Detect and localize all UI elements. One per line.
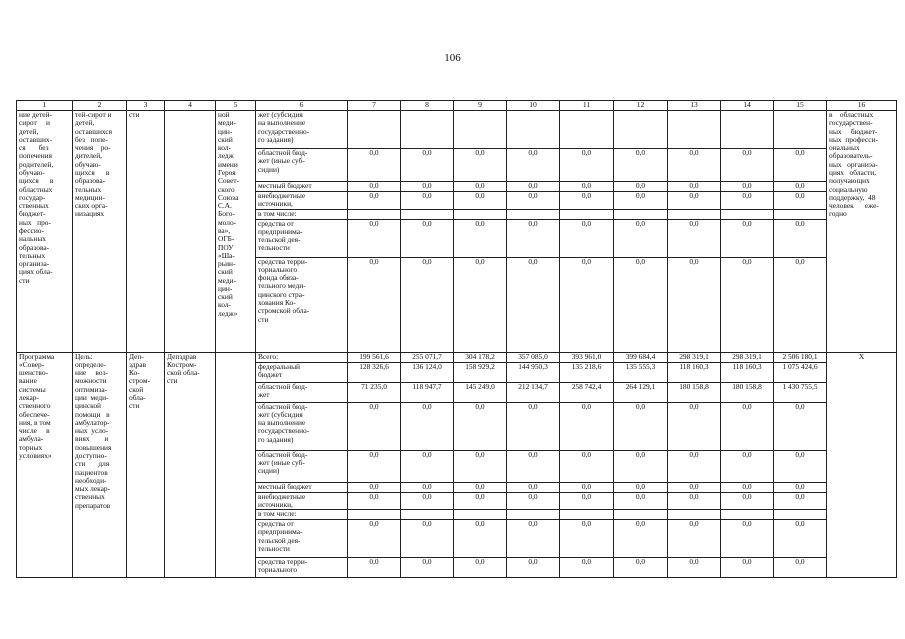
value-cell: 0,0 (614, 558, 668, 578)
value-cell: 0,0 (721, 520, 774, 558)
header-cell: 12 (614, 101, 668, 111)
header-cell: 8 (401, 101, 454, 111)
header-cell: 6 (256, 101, 348, 111)
value-cell: 158 929,2 (454, 362, 507, 382)
value-cell: 0,0 (560, 450, 614, 482)
value-cell: 0,0 (401, 520, 454, 558)
value-cell: 144 950,3 (507, 362, 560, 382)
value-cell: 118 160,3 (668, 362, 721, 382)
value-cell (668, 111, 721, 149)
value-cell: 0,0 (560, 257, 614, 352)
header-cell: 2 (73, 101, 127, 111)
value-cell: 0,0 (560, 182, 614, 192)
value-cell: 0,0 (348, 492, 401, 510)
value-cell: 258 742,4 (560, 382, 614, 402)
value-cell: 0,0 (721, 492, 774, 510)
value-cell (668, 510, 721, 520)
value-cell: 298 319,1 (721, 352, 774, 362)
value-cell (401, 510, 454, 520)
value-cell: 0,0 (560, 192, 614, 210)
value-cell: 71 235,0 (348, 382, 401, 402)
value-cell (348, 111, 401, 149)
value-cell: 0,0 (668, 520, 721, 558)
row-label: местный бюджет (256, 182, 348, 192)
value-cell: 0,0 (507, 182, 560, 192)
value-cell: 0,0 (454, 520, 507, 558)
block1-col5-cell: ной меди- цин- ский кол- ледж имени Героя Совет- ского Союза С.А. Бого- моло- ва», ОГБ- ПОУ «Ша- рьин- ский меди- цин- ский кол- ледж» (216, 111, 256, 353)
value-cell: 0,0 (507, 192, 560, 210)
value-cell: 0,0 (348, 219, 401, 257)
value-cell: 0,0 (668, 192, 721, 210)
value-cell (348, 209, 401, 219)
value-cell: 0,0 (348, 402, 401, 450)
value-cell: 0,0 (401, 257, 454, 352)
block1-col16-cell: в областных государствен- ных бюджет- ных професси- ональных образователь- ных органиэа- циях области, получающих социальную поддержку, 48 человек еже- годно (827, 111, 897, 353)
value-cell: 0,0 (614, 450, 668, 482)
value-cell: 0,0 (348, 192, 401, 210)
value-cell: 135 218,6 (560, 362, 614, 382)
row-label: областной бюд- жет (субсидия на выполнение государственно- го задания) (256, 402, 348, 450)
header-cell: 4 (165, 101, 216, 111)
value-cell (401, 209, 454, 219)
value-cell: 0,0 (348, 482, 401, 492)
value-cell: 0,0 (614, 257, 668, 352)
block2-col16-cell: Х (827, 352, 897, 578)
value-cell: 0,0 (507, 450, 560, 482)
row-label: областной бюд- жет (иные суб- сидии) (256, 149, 348, 182)
block1-col2-cell: тей-сирот и детей, оставшихся без попе- чения ро- дителей, обучаю- щихся в образова- тельных медицин- ских орга- низациях (73, 111, 127, 353)
value-cell: 0,0 (774, 402, 827, 450)
value-cell: 0,0 (721, 558, 774, 578)
value-cell: 0,0 (401, 219, 454, 257)
value-cell (560, 209, 614, 219)
value-cell (454, 510, 507, 520)
value-cell: 0,0 (507, 402, 560, 450)
row-label: местный бюджет (256, 482, 348, 492)
value-cell: 0,0 (454, 257, 507, 352)
row-label: внебюджетные источники, (256, 492, 348, 510)
value-cell: 128 326,6 (348, 362, 401, 382)
row-label: областной бюд- жет (256, 382, 348, 402)
value-cell: 0,0 (348, 520, 401, 558)
value-cell (721, 209, 774, 219)
value-cell: 0,0 (560, 492, 614, 510)
value-cell: 0,0 (614, 520, 668, 558)
value-cell: 357 085,0 (507, 352, 560, 362)
value-cell: 0,0 (401, 182, 454, 192)
value-cell: 1 430 755,5 (774, 382, 827, 402)
value-cell: 0,0 (507, 257, 560, 352)
value-cell: 0,0 (401, 558, 454, 578)
value-cell: 0,0 (774, 520, 827, 558)
value-cell: 0,0 (721, 219, 774, 257)
block2-col3-cell: Деп- здрав Ко- стром- ской обла- сти (127, 352, 165, 578)
value-cell: 0,0 (401, 450, 454, 482)
page-number: 106 (444, 52, 461, 64)
header-cell: 16 (827, 101, 897, 111)
header-cell: 5 (216, 101, 256, 111)
value-cell (721, 111, 774, 149)
value-cell: 0,0 (614, 402, 668, 450)
value-cell (614, 510, 668, 520)
row-label: средства терри- ториального (256, 558, 348, 578)
value-cell (614, 111, 668, 149)
value-cell: 0,0 (560, 219, 614, 257)
value-cell: 0,0 (668, 558, 721, 578)
table-row (17, 111, 897, 149)
value-cell: 0,0 (721, 257, 774, 352)
value-cell: 0,0 (721, 182, 774, 192)
value-cell: 118 160,3 (721, 362, 774, 382)
block2-col4-cell: Депздрав Костром- ской обла- сти (165, 352, 216, 578)
value-cell: 0,0 (668, 219, 721, 257)
row-label: областной бюд- жет (иные суб- сидии) (256, 450, 348, 482)
value-cell: 0,0 (454, 182, 507, 192)
value-cell: 0,0 (348, 182, 401, 192)
value-cell: 0,0 (668, 182, 721, 192)
value-cell: 298 319,1 (668, 352, 721, 362)
value-cell (774, 209, 827, 219)
value-cell: 0,0 (401, 149, 454, 182)
header-cell: 3 (127, 101, 165, 111)
value-cell: 2 506 180,1 (774, 352, 827, 362)
row-label: Всего: (256, 352, 348, 362)
value-cell: 0,0 (774, 450, 827, 482)
value-cell: 118 947,7 (401, 382, 454, 402)
value-cell: 0,0 (348, 257, 401, 352)
value-cell: 0,0 (507, 520, 560, 558)
value-cell: 0,0 (721, 192, 774, 210)
value-cell: 0,0 (721, 450, 774, 482)
value-cell: 0,0 (614, 492, 668, 510)
value-cell (560, 510, 614, 520)
row-label: жет (субсидия на выполнение государственно- го задания) (256, 111, 348, 149)
block2-col2-cell: Цель: определе- ние воз- можности оптимиза- ции меди- цинской помощи в амбулатор- ных усло- виях и повышения доступно- сти для пациентов необходи- мых лекар- ственных препаратов (73, 352, 127, 578)
block2-col1-cell: Программа «Совер- шенство- вание системы лекар- ственного обеспече- ния, в том числе в амбула- торных условиях» (17, 352, 73, 578)
header-cell: 9 (454, 101, 507, 111)
table-row (17, 352, 897, 362)
value-cell (774, 111, 827, 149)
value-cell: 0,0 (507, 558, 560, 578)
value-cell: 0,0 (774, 192, 827, 210)
value-cell: 180 158,8 (668, 382, 721, 402)
row-label: средства от предпринима- тельской дея- тельности (256, 520, 348, 558)
value-cell: 0,0 (454, 558, 507, 578)
value-cell (454, 111, 507, 149)
value-cell: 0,0 (454, 402, 507, 450)
value-cell: 135 555,3 (614, 362, 668, 382)
value-cell: 0,0 (507, 149, 560, 182)
header-cell: 1 (17, 101, 73, 111)
value-cell: 0,0 (721, 149, 774, 182)
value-cell (507, 209, 560, 219)
value-cell: 199 561,6 (348, 352, 401, 362)
value-cell: 0,0 (774, 182, 827, 192)
row-label: средства от предпринима- тельской дея- тельности (256, 219, 348, 257)
value-cell: 0,0 (454, 482, 507, 492)
value-cell: 0,0 (668, 149, 721, 182)
row-label: внебюджетные источники, (256, 192, 348, 210)
row-label: в том числе: (256, 209, 348, 219)
value-cell: 0,0 (348, 450, 401, 482)
value-cell (348, 510, 401, 520)
value-cell (774, 510, 827, 520)
budget-table (16, 100, 897, 578)
value-cell: 0,0 (721, 402, 774, 450)
block2-col5-cell (216, 352, 256, 578)
value-cell: 0,0 (401, 192, 454, 210)
block1-col3-cell: сти (127, 111, 165, 353)
value-cell (454, 209, 507, 219)
value-cell: 0,0 (401, 492, 454, 510)
header-cell: 13 (668, 101, 721, 111)
value-cell: 0,0 (560, 482, 614, 492)
value-cell: 0,0 (507, 219, 560, 257)
value-cell: 0,0 (774, 219, 827, 257)
value-cell: 0,0 (668, 492, 721, 510)
block1-col4-cell (165, 111, 216, 353)
row-label: федеральный бюджет (256, 362, 348, 382)
value-cell: 0,0 (507, 492, 560, 510)
value-cell: 0,0 (774, 257, 827, 352)
value-cell: 0,0 (401, 402, 454, 450)
header-cell: 11 (560, 101, 614, 111)
header-cell: 14 (721, 101, 774, 111)
value-cell: 0,0 (721, 482, 774, 492)
value-cell: 0,0 (614, 482, 668, 492)
value-cell: 136 124,0 (401, 362, 454, 382)
value-cell: 0,0 (454, 492, 507, 510)
row-label: средства терри- ториального фонда обяза- тельного меди- цинского стра- хования Ко- стромской обла- сти (256, 257, 348, 352)
value-cell (560, 111, 614, 149)
header-cell: 15 (774, 101, 827, 111)
value-cell: 0,0 (668, 402, 721, 450)
value-cell: 212 134,7 (507, 382, 560, 402)
value-cell: 0,0 (454, 450, 507, 482)
value-cell: 0,0 (454, 149, 507, 182)
value-cell: 1 075 424,6 (774, 362, 827, 382)
value-cell (507, 111, 560, 149)
header-cell: 10 (507, 101, 560, 111)
value-cell: 0,0 (560, 149, 614, 182)
value-cell (721, 510, 774, 520)
block1-col1-cell: ние детей- сирот и детей, оставших- ся без попечения родителей, обучаю- щихся в областных государ- ственных бюджет- ных про- фессио- нальных образова- тельных организа- циях обла- сти (17, 111, 73, 353)
value-cell: 0,0 (614, 182, 668, 192)
value-cell: 0,0 (348, 558, 401, 578)
value-cell: 0,0 (560, 558, 614, 578)
value-cell: 0,0 (507, 482, 560, 492)
value-cell: 0,0 (668, 257, 721, 352)
value-cell: 0,0 (774, 558, 827, 578)
header-cell: 7 (348, 101, 401, 111)
value-cell: 0,0 (614, 192, 668, 210)
value-cell: 304 178,2 (454, 352, 507, 362)
row-label: в том числе: (256, 510, 348, 520)
value-cell: 145 249,0 (454, 382, 507, 402)
value-cell: 0,0 (560, 520, 614, 558)
value-cell: 0,0 (348, 149, 401, 182)
value-cell: 180 158,8 (721, 382, 774, 402)
value-cell: 0,0 (614, 149, 668, 182)
value-cell: 399 684,4 (614, 352, 668, 362)
value-cell: 0,0 (401, 482, 454, 492)
header-row (17, 101, 897, 111)
value-cell: 0,0 (560, 402, 614, 450)
value-cell: 0,0 (454, 219, 507, 257)
value-cell: 264 129,1 (614, 382, 668, 402)
value-cell (668, 209, 721, 219)
value-cell: 0,0 (454, 192, 507, 210)
value-cell: 0,0 (614, 219, 668, 257)
value-cell: 0,0 (774, 482, 827, 492)
value-cell (401, 111, 454, 149)
value-cell: 393 961,0 (560, 352, 614, 362)
value-cell: 255 071,7 (401, 352, 454, 362)
value-cell (507, 510, 560, 520)
value-cell: 0,0 (774, 149, 827, 182)
value-cell (614, 209, 668, 219)
value-cell: 0,0 (668, 450, 721, 482)
value-cell: 0,0 (668, 482, 721, 492)
value-cell: 0,0 (774, 492, 827, 510)
